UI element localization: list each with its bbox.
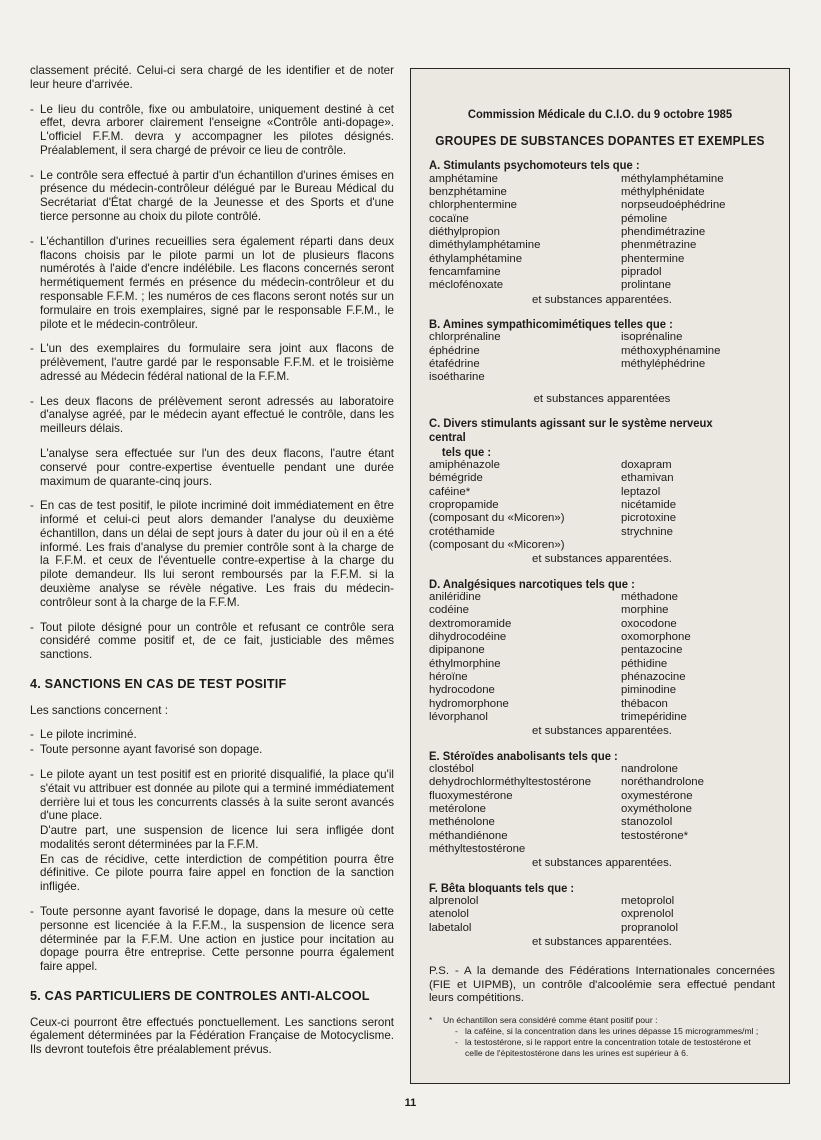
substance: codéine — [429, 604, 469, 617]
substance: noréthandrolone — [621, 776, 704, 789]
substance: strychnine — [621, 525, 673, 538]
section-4-heading: 4. SANCTIONS EN CAS DE TEST POSITIF — [30, 675, 287, 691]
sanction-target-person: - Toute personne ayant favorisé son dopage. — [30, 743, 263, 757]
substance: méthandiénone — [429, 829, 508, 842]
substance: nicétamide — [621, 498, 677, 511]
group-f — [429, 881, 775, 950]
substance: héroïne — [429, 671, 468, 684]
doping-substances-box — [410, 68, 790, 1084]
substance: picrotoxine — [621, 512, 677, 525]
recidivism-paragraph: En cas de récidive, cette interdiction de compétition pourra être définitive. Ce pilote pourra faire appel en fonction de la sanction infligée. — [40, 852, 394, 894]
substance: (composant du «Micoren») — [429, 539, 565, 552]
substance: péthidine — [621, 657, 668, 670]
substance: phénazocine — [621, 671, 686, 684]
group-b — [429, 317, 775, 406]
substance: leptazol — [621, 485, 661, 498]
substance: lévorphanol — [429, 711, 488, 724]
section-5-heading: 5. CAS PARTICULIERS DE CONTROLES ANTI-ALCOOL — [30, 987, 370, 1003]
substance: morphine — [621, 604, 669, 617]
substance: propranolol — [621, 921, 678, 934]
substance: dehydrochlorméthyltestostérone — [429, 776, 592, 789]
related-substances: et substances apparentées — [533, 392, 671, 405]
substance-list — [429, 459, 775, 552]
footnote-item: - la caféine, si la concentration dans les urines dépasse 15 microgrammes/ml ; — [455, 1026, 759, 1037]
substance: alprenolol — [429, 895, 479, 908]
substance: méthyltestostérone — [429, 843, 526, 856]
substance: pémoline — [621, 212, 668, 225]
substance: anilériḋine — [429, 590, 481, 603]
substance: dipipanone — [429, 644, 485, 657]
substance: éphédrine — [429, 344, 480, 357]
substance: hydromorphone — [429, 697, 509, 710]
substance: amiphénazole — [429, 458, 500, 471]
substance: phenmétrazine — [621, 239, 697, 252]
substance: metérolone — [429, 803, 486, 816]
substance: oxymétholone — [621, 803, 692, 816]
bullet-pilot-disqualified: - Le pilote ayant un test positif est en priorité disqualifié, la place qu'il s'était vu attribuer est donnée au pilote qui a terminé immédiatement derrière lui et tous les concurrents classés à la suite seront avancés d'une place. — [30, 767, 394, 823]
group-title: A. Stimulants psychomoteurs tels que : — [429, 158, 640, 173]
related-substances: et substances apparentées. — [532, 857, 672, 870]
footnote-intro: Un échantillon sera considéré comme étant positif pour : — [443, 1015, 658, 1026]
substance: norpseudoéphédrine — [621, 199, 726, 212]
bullet-person-favoring-doping: - Toute personne ayant favorisé le dopage, dans la mesure où cette personne est licenciée à la F.F.M., la suspension de licence sera déterminée par la F.F.M. Une action en justice pour incitation au dopage pourra être entreprise. Cette personne pourra également faire appel. — [30, 904, 394, 974]
footnote-marker: * — [429, 1015, 433, 1026]
bullet-refusal: - Tout pilote désigné pour un contrôle et refusant ce contrôle sera considéré comme positif et, de ce fait, justiciable des mêmes sanctions. — [30, 620, 394, 662]
box-subtitle: GROUPES DE SUBSTANCES DOPANTES ET EXEMPLES — [435, 133, 765, 149]
substance: méclofénoxate — [429, 279, 504, 292]
box-title: Commission Médicale du C.I.O. du 9 octobre 1985 — [467, 107, 733, 121]
related-substances: et substances apparentées. — [532, 293, 672, 306]
substance: trimepéridine — [621, 711, 687, 724]
bullet-urine-sample: - Le contrôle sera effectué à partir d'un échantillon d'urines émises en présence du médecin-contrôleur délégué par le Bureau Médical du Secrétariat d'État chargé de la Jeunesse et des Sports et d'une tierce personne au choix du pilote contrôlé. — [30, 168, 394, 224]
bullet-control-location: - Le lieu du contrôle, fixe ou ambulatoire, uniquement destiné à cet effet, devra arborer clairement l'enseigne «Contrôle anti-dopage». L'officiel F.F.M. devra y accompagner les pilotes désignés. Préalablement, il sera chargé de prévoir ce lieu de contrôle. — [30, 102, 394, 157]
analysis-paragraph: L'analyse sera effectuée sur l'un des deux flacons, l'autre étant conservé pour contre-expertise éventuelle pendant une durée maximum de quarante-cinq jours. — [40, 446, 394, 488]
substance: cocaïne — [429, 212, 469, 225]
page-number: 11 — [404, 1097, 417, 1109]
substance-list — [429, 763, 775, 856]
substance: hydrocodone — [429, 684, 495, 697]
substance-list — [429, 895, 775, 935]
intro-paragraph: classement précité. Celui-ci sera chargé de les identifier et de noter leur heure d'arrivée. — [30, 64, 394, 91]
bullet-laboratory: - Les deux flacons de prélèvement seront adressés au laboratoire d'analyse agréé, par le médecin ayant effectué le contrôle, dans les meilleurs délais. — [30, 394, 394, 436]
substance: dextromoramide — [429, 617, 512, 630]
sanction-target-pilot: - Le pilote incriminé. — [30, 728, 137, 742]
suspension-paragraph: D'autre part, une suspension de licence lui sera infligée dont modalités seront déterminées par la F.F.M. — [40, 824, 394, 851]
bullet-flasks: - L'échantillon d'urines recueillies sera également réparti dans deux flacons choisis par le pilote parmi un lot de plusieurs flacons numérotés à l'aide d'encre indélébile. Les flacons concernés seront hermétiquement fermés en présence du médecin-contrôleur et du responsable F.F.M. ; les numéros de ces flacons seront notés sur un formulaire en trois exemplaires, signé par le responsable F.F.M., le pilote et le médecin-contrôleur. — [30, 234, 394, 331]
group-e — [429, 749, 775, 871]
substance: oxomorphone — [621, 631, 691, 643]
substance: oxymestérone — [621, 789, 693, 802]
substance: fluoxymestérone — [429, 789, 513, 802]
substance: metoprolol — [621, 895, 675, 908]
group-title: B. Amines sympathicomimétiques telles que : — [429, 317, 673, 332]
substance: crotéthamide — [429, 525, 495, 538]
substance: diéthylpropion — [429, 226, 500, 239]
group-title: F. Bêta bloquants tels que : — [429, 880, 575, 895]
substance: pentazocine — [621, 644, 683, 657]
substance — [621, 539, 775, 552]
substance: bémégride — [429, 472, 483, 485]
substance: phendimétrazine — [621, 226, 706, 239]
related-substances: et substances apparentées. — [532, 725, 672, 738]
substance: méthylamphétamine — [621, 172, 724, 185]
footnote-list — [443, 1026, 769, 1058]
substance-list — [429, 591, 775, 724]
substance — [621, 843, 775, 856]
substance: chlorphentermine — [429, 199, 518, 212]
substance: methénolone — [429, 816, 495, 829]
footnote — [429, 1015, 769, 1058]
substance: isoétharine — [429, 371, 485, 384]
group-title: C. Divers stimulants agissant sur le système nerveux central tels que : — [429, 416, 713, 459]
substance-list — [429, 173, 775, 293]
substance: méthylphénidate — [621, 186, 705, 199]
substance: stanozolol — [621, 816, 673, 829]
substance: chlorprénaline — [429, 331, 501, 344]
substance: prolintane — [621, 279, 672, 292]
substance: testostérone* — [621, 829, 689, 842]
footnote-item: - la testostérone, si le rapport entre la concentration totale de testostérone et celle de l'épitestostérone dans les urines est supérieur à 6. — [455, 1036, 751, 1058]
substance: dihydrocodéine — [429, 631, 507, 643]
sanctions-intro: Les sanctions concernent : — [30, 703, 168, 717]
substance: nandrolone — [621, 763, 679, 776]
substance: méthadone — [621, 590, 678, 603]
related-substances: et substances apparentées. — [532, 936, 672, 949]
substance: caféine* — [429, 485, 471, 498]
substance: isoprénaline — [621, 331, 683, 344]
group-title: E. Stéroïdes anabolisants tels que : — [429, 748, 618, 763]
group-c — [429, 416, 775, 567]
substance: méthyléphédrine — [621, 358, 706, 371]
substance: oxprenolol — [621, 908, 674, 921]
substance: éthylmorphine — [429, 657, 501, 670]
substance: labetalol — [429, 921, 472, 934]
group-d — [429, 577, 775, 739]
substance: doxapram — [621, 458, 672, 471]
substance: phentermine — [621, 252, 685, 265]
substance: oxocodone — [621, 617, 677, 630]
related-substances: et substances apparentées. — [532, 553, 672, 566]
substance: méthoxyphénamine — [621, 344, 721, 357]
substance-list — [429, 331, 775, 384]
substance: clostébol — [429, 763, 474, 776]
substance: étafédrine — [429, 358, 480, 371]
substance: cropropamide — [429, 498, 499, 511]
group-a — [429, 158, 775, 307]
substance: fencamfamine — [429, 266, 501, 279]
substance: atenolol — [429, 908, 469, 921]
group-title: D. Analgésiques narcotiques tels que : — [429, 576, 635, 591]
substance: thébacon — [621, 697, 668, 710]
substance: pipradol — [621, 266, 662, 279]
substance: benzphétamine — [429, 186, 507, 199]
substance — [621, 371, 775, 384]
left-column — [30, 64, 394, 1068]
bullet-form-copies: - L'un des exemplaires du formulaire sera joint aux flacons de prélèvement, l'autre gardé par le responsable F.F.M. et le troisième adressé au Médecin fédéral national de la F.F.M. — [30, 342, 394, 383]
ps-paragraph: P.S. - A la demande des Fédérations Internationales concernées (FIE et UIPMB), un contrôle d'alcoolémie sera effectué pendant leurs compétitions. — [429, 965, 775, 1005]
alcohol-paragraph: Ceux-ci pourront être effectués ponctuellement. Les sanctions seront également déterminées par la Fédération Française de Motocyclisme. Ils devront toutefois être préalablement prévus. — [30, 1015, 394, 1057]
substance: diméthylamphétamine — [429, 239, 541, 252]
substance: amphétamine — [429, 172, 499, 185]
substance: (composant du «Micoren») — [429, 512, 565, 525]
substance: piminodine — [621, 684, 677, 697]
substance: ethamivan — [621, 472, 674, 485]
substance: éthylamphétamine — [429, 252, 523, 265]
bullet-positive-test: - En cas de test positif, le pilote incriminé doit immédiatement en être informé et celui-ci peut alors demander l'analyse du deuxième échantillon, dans un délai de sept jours à dater du jour où il en a été informé. Les frais d'analyse du premier contrôle sont à la charge de la F.F.M. et ceux de l'éventuelle contre-expertise à la charge du pilote demandeur. Ils lui seront remboursés par la F.F.M. si la deuxième analyse se révèle négative. Les frais du médecin-contrôleur sont à la charge de la F.F.M. — [30, 499, 394, 609]
